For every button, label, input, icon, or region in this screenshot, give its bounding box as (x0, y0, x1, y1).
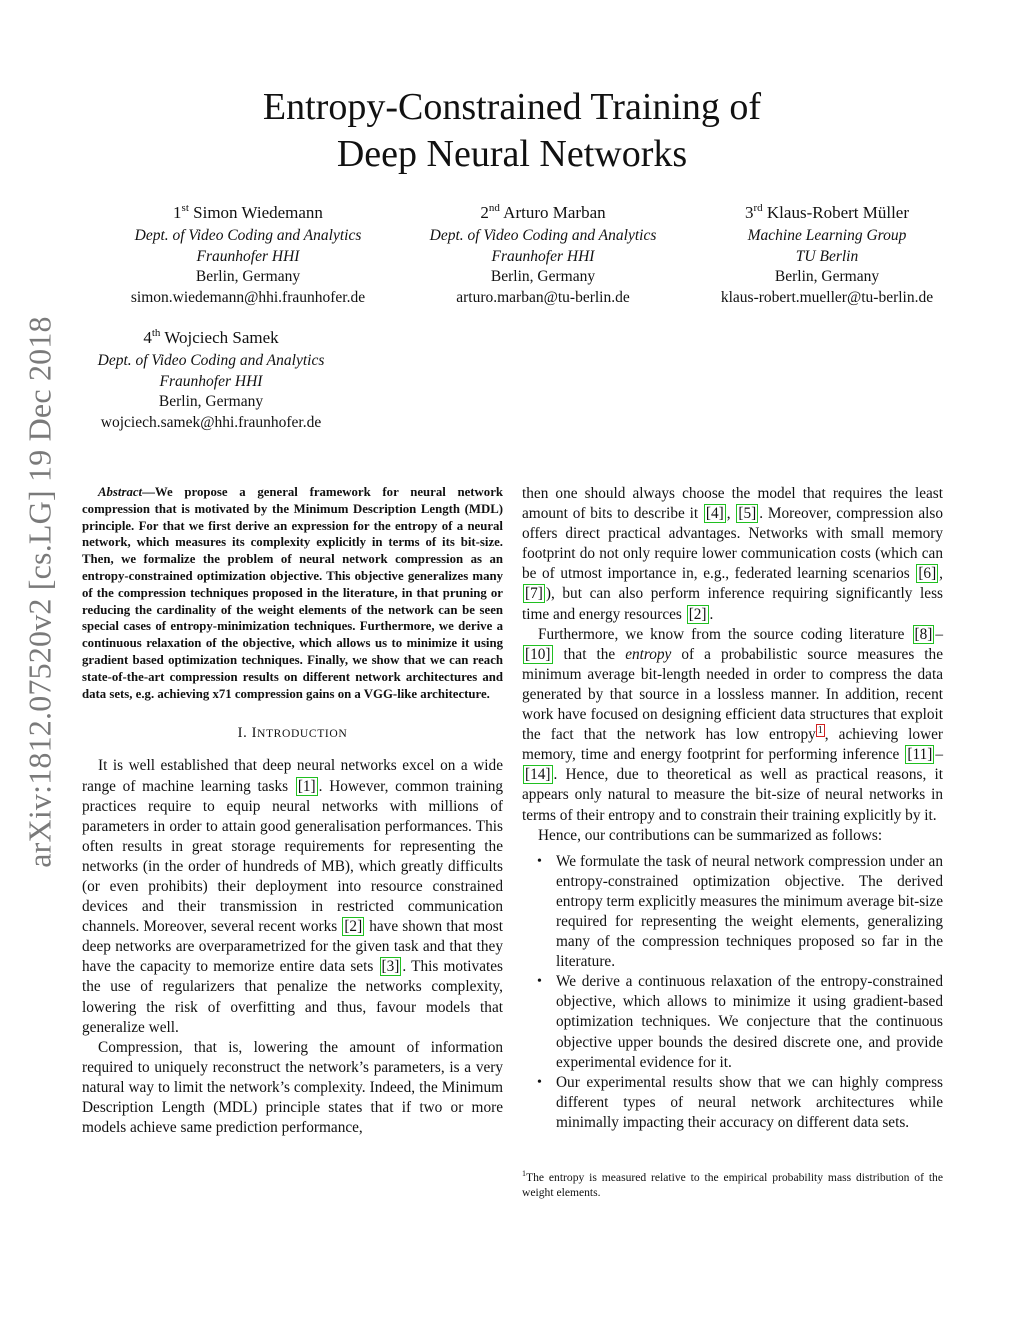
citation-link[interactable]: [4] (705, 505, 724, 523)
bullet-icon: • (537, 974, 542, 990)
footnote-link[interactable]: 1 (817, 725, 823, 737)
citation-link[interactable]: [6] (918, 565, 937, 583)
section-heading-introduction: I. INTRODUCTION (237, 725, 348, 742)
author-email: arturo.marban@tu-berlin.de (456, 288, 630, 306)
author-name: 4th Wojciech Samek (143, 327, 279, 347)
list-item: • Our experimental results show that we can highly compress different types of neural network architectures while minimally impacting their accuracy on different data sets. (537, 1073, 943, 1131)
author-block-2 (393, 202, 693, 308)
intro-paragraph-4: Furthermore, we know from the source coding literature [8] –[10] that the entropy of a probabilistic source measures the minimum average bit-length needed in order to compress the data generated by that source in a lossless manner. In addition, recent work have focused on designing efficient data structures that exploit the fact that the network has low entropy $^1$ , achieving lower memory, time and energy footprint for performing inference [11] –[14] . Hence, due to theoretical as well as practical reasons, it appears only natural to measure the bit-size of neural networks in terms of their entropy and to constrain their training explicitly by it. (522, 625, 943, 824)
author-dept: Dept. of Video Coding and Analytics (429, 227, 657, 244)
citation-link[interactable]: [2] (344, 918, 363, 936)
citation-link[interactable]: [1] (297, 777, 316, 795)
author-dept: Dept. of Video Coding and Analytics (134, 227, 362, 244)
author-org: Fraunhofer HHI (159, 372, 263, 390)
abstract-text: We propose a general framework for neural network compression that is motivated by the Minimum Description Length (MDL) principle. For that we first derive an expression for the entropy of a neural network, which measures its complexity explicitly in terms of its bit-size. Then, we formalize the problem of neural network compression as an entropy-constrained optimization objective. This objective generalizes many of the compression techniques proposed in the literature, in that pruning or reducing the cardinality of the weight elements of the network can be seen special cases of entropy-minimization techniques. Furthermore, we derive a continuous relaxation of the objective, which allows us to minimize it using gradient based optimization techniques. Finally, we show that we can reach state-of-the-art compression results on different network architectures and data sets, e.g. achieving x71 compression gains on a VGG-like architecture. (82, 485, 503, 701)
author-email: simon.wiedemann@hhi.fraunhofer.de (130, 288, 366, 306)
citation-link[interactable]: [5] (738, 505, 757, 523)
footnote-number: 1 (522, 1169, 526, 1178)
list-item: • We formulate the task of neural network compression under an entropy-constrained optimization objective. The derived entropy term explicitly measures the minimum average bit-size required for representing the weight elements, generalizing many of the compression techniques proposed so far in the literature. (537, 852, 943, 971)
author-org: Fraunhofer HHI (491, 247, 595, 265)
contributions-list (522, 852, 943, 1133)
citation-link[interactable]: [14] (525, 766, 551, 784)
author-location: Berlin, Germany (774, 268, 880, 285)
title-line-2: Deep Neural Networks (336, 133, 688, 175)
citation-link[interactable]: [3] (381, 958, 400, 976)
author-name: 3rd Klaus-Robert Müller (744, 202, 910, 222)
author-block-1 (98, 202, 398, 308)
author-dept: Machine Learning Group (747, 227, 907, 244)
entropy-term: entropy (625, 645, 672, 663)
author-org: TU Berlin (795, 247, 859, 265)
author-email: wojciech.samek@hhi.fraunhofer.de (100, 413, 322, 431)
intro-paragraph-1: It is well established that deep neural networks excel on a wide range of machine learning tasks [1] . However, common training practices require to equip neural networks with millions of parameters in order to attain good generalisation performances. This often results in great storage requirements for representing the networks (in the order of hundreds of MB), which greatly difficults (or even prohibits) their deployment into resource constrained devices and their transmission in restricted communication channels. Moreover, several recent works [2] have shown that most deep networks are overparametrized for the given task and that they have the capacity to memorize entire data sets [3] . This motivates the use of regularizers that penalize the networks complexity, lowering the risk of overfitting and thus, favour models that generalize well. (82, 757, 504, 1036)
author-block-4 (61, 327, 361, 433)
author-location: Berlin, Germany (490, 268, 596, 285)
citation-link[interactable]: [8] (914, 625, 933, 643)
intro-paragraph-5: Hence, our contributions can be summarized as follows: (538, 826, 883, 844)
author-location: Berlin, Germany (158, 393, 264, 410)
citation-link[interactable]: [7] (525, 585, 543, 603)
bullet-icon: • (537, 1074, 542, 1090)
list-item: • We derive a continuous relaxation of the entropy-constrained objective, which allows to minimize it using gradient-based optimization techniques. We conjecture that the continuous objective upper bounds the desired discrete one, and provide experimental evidence for it. (537, 973, 943, 1071)
author-location: Berlin, Germany (195, 268, 301, 285)
abstract: Abstract—We propose a general framework for neural network compression that is motivated by the Minimum Description Length (MDL) principle. For that we first derive an expression for the entropy of a neural network, which measures its complexity explicitly in terms of its bit-size. Then, we formalize the problem of neural network compression as an entropy-constrained optimization objective. This objective generalizes many of the compression techniques proposed in the literature, in that pruning or reducing the cardinality of the weight elements of the network can be seen special cases of entropy-minimization techniques. Furthermore, we derive a continuous relaxation of the objective, which allows us to minimize it using gradient based optimization techniques. Finally, we show that we can reach state-of-the-art compression results on different network architectures and data sets, e.g. achieving x71 compression gains on a VGG-like architecture. (82, 485, 503, 701)
title-line-1: Entropy-Constrained Training of (262, 86, 762, 128)
author-name: 1st Simon Wiedemann (173, 202, 323, 222)
citation-link[interactable]: [11] (907, 746, 933, 764)
intro-paragraph-3: then one should always choose the model that requires the least amount of bits to describe it [4] , [5] . Moreover, compression also offers direct practical advantages. Networks with small memory footprint do not only require lower communication costs (which can be of utmost importance in, e.g., federated learning scenarios [6] , [7] ), but can also perform inference requiring significantly less time and energy resources [2] . (522, 485, 943, 623)
author-block-3 (677, 202, 977, 308)
citation-link[interactable]: [2] (688, 605, 707, 623)
right-column (522, 484, 943, 1133)
citation-link[interactable]: [10] (525, 645, 551, 663)
author-org: Fraunhofer HHI (196, 247, 300, 265)
bullet-icon: • (537, 853, 542, 869)
intro-paragraph-2: Compression, that is, lowering the amount of information required to uniquely reconstruct the network’s parameters, is a very natural way to limit the network’s complexity. Indeed, the Minimum Description Length (MDL) principle states that if two or more models achieve same prediction performance, (82, 1038, 503, 1137)
author-dept: Dept. of Video Coding and Analytics (97, 352, 325, 369)
paper-title (0, 84, 1024, 178)
arxiv-stamp: arXiv:1812.07520v2 [cs.LG] 19 Dec 2018 (21, 316, 58, 868)
author-email: klaus-robert.mueller@tu-berlin.de (720, 288, 934, 306)
footnote (522, 1170, 943, 1200)
abstract-label: Abstract (98, 485, 143, 499)
left-column (82, 484, 503, 1138)
author-name: 2nd Arturo Marban (480, 202, 606, 222)
footnote-text: The entropy is measured relative to the empirical probability mass distribution of the weight elements. (522, 1171, 943, 1200)
